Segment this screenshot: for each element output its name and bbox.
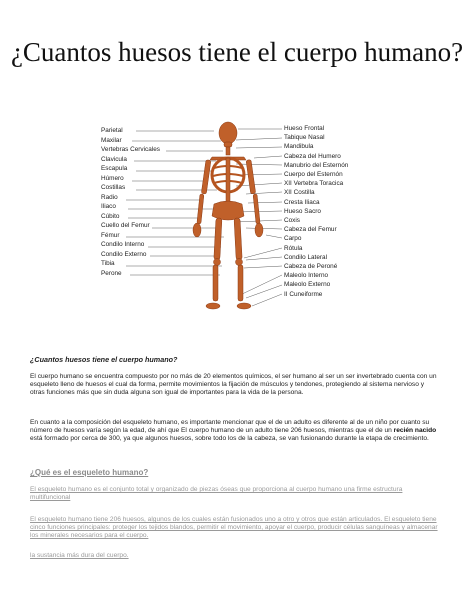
skeleton-figure <box>96 120 396 315</box>
skeleton-label: Condilo Interno <box>101 241 145 248</box>
page-title: ¿Cuantos huesos tiene el cuerpo humano? <box>10 37 464 67</box>
skeleton-label: Coxis <box>284 217 300 224</box>
skeleton-label: Maxilar <box>101 136 122 144</box>
skeleton-label: Maleolo Interno <box>284 272 329 280</box>
skeleton-bones <box>193 122 263 309</box>
skeleton-label: Escapula <box>101 165 128 172</box>
skeleton-label: Cúbito <box>101 212 120 220</box>
skeleton-label: Cuello del Femur <box>101 222 150 229</box>
link-definition[interactable]: El esqueleto humano es el conjunto total y organizado de piezas óseas que proporciona al cuerpo humano una firme estructura multifuncional <box>30 486 403 502</box>
skeleton-label: II Cuneiforme <box>284 290 323 298</box>
skeleton-label: Cabeza del Humero <box>284 152 341 160</box>
skeleton-label: Clavicula <box>101 155 127 163</box>
skeleton-label: Perone <box>101 269 122 277</box>
skeleton-label: Condilo Externo <box>101 250 147 258</box>
skeleton-label: Rótula <box>284 244 303 252</box>
link-hardest-substance[interactable]: la sustancia más dura del cuerpo. <box>30 552 129 559</box>
skeleton-label: Cabeza de Peroné <box>284 263 338 270</box>
skeleton-label: XII Vertebra Toracica <box>284 180 344 188</box>
skeleton-label: Cabeza del Femur <box>284 226 337 234</box>
skeleton-label: Iliaco <box>101 203 116 210</box>
skeleton-label: Manubrio del Esternón <box>284 161 349 169</box>
skeleton-label: Cresta Iliaca <box>284 198 320 206</box>
bold-text: recién nacido <box>393 427 437 435</box>
skeleton-label: Hueso Frontal <box>284 125 325 132</box>
paragraph-composition: El cuerpo humano se encuentra compuesto por no más de 20 elementos químicos, el ser humano al ser un ser invertebrado cuenta con un esqueleto lleno de huesos el cual da forma, permite movimientos la fijación de músculos y tendones, protegiendo al sistema nervioso y otras funciones más que sin duda alguna son igual de importantes para la vida de la persona. <box>30 373 437 397</box>
skeleton-label: Vertebras Cervicales <box>101 146 160 153</box>
skeleton-label: Tabique Nasal <box>284 134 325 142</box>
skeleton-label: Maleolo Externo <box>284 281 331 289</box>
skeleton-question-heading[interactable]: ¿Qué es el esqueleto humano? <box>30 468 149 477</box>
skeleton-label: Cuerpo del Esternón <box>284 171 343 178</box>
skeleton-label: Radio <box>101 193 118 201</box>
skeleton-label: Condilo Lateral <box>284 253 327 261</box>
skeleton-label: Hueso Sacro <box>284 207 321 215</box>
section-heading: ¿Cuantos huesos tiene el cuerpo humano? <box>30 355 178 364</box>
paragraph-text: En cuanto a la composición del esqueleto humano, es importante mencionar que el de un adulto es diferente al de un niño por cuanto su número de huesos varía según la edad, de ahí que El cuerpo humano de un adulto tiene 206 huesos, mientras que el de un <box>30 419 430 435</box>
skeleton-label: Costillas <box>101 184 126 191</box>
paragraph-adult-vs-newborn <box>30 419 440 444</box>
skeleton-label: Carpo <box>284 235 302 243</box>
skeleton-label: Parietal <box>101 127 123 134</box>
skeleton-label: Húmero <box>101 174 124 182</box>
paragraph-text: está formado por cerca de 300, ya que algunos huesos, sobre todo los de la cabeza, se van fusionando durante la etapa de crecimiento. <box>30 435 429 443</box>
skeleton-label: Tibia <box>101 260 115 267</box>
link-functions[interactable]: El esqueleto humano tiene 206 huesos, algunos de los cuales están fusionados uno a otro y otros que están articulados. El esqueleto tiene cinco funciones principales: proteger los tejidos blandos, permitir el movimiento, apoyar el cuerpo, producir células sanguíneas y almacenar los minerales necesarios para el cuerpo. <box>30 516 438 540</box>
skeleton-label: Fémur <box>101 231 120 239</box>
skeleton-label: Mandibula <box>284 143 314 151</box>
skeleton-label: XII Costilla <box>284 189 315 197</box>
